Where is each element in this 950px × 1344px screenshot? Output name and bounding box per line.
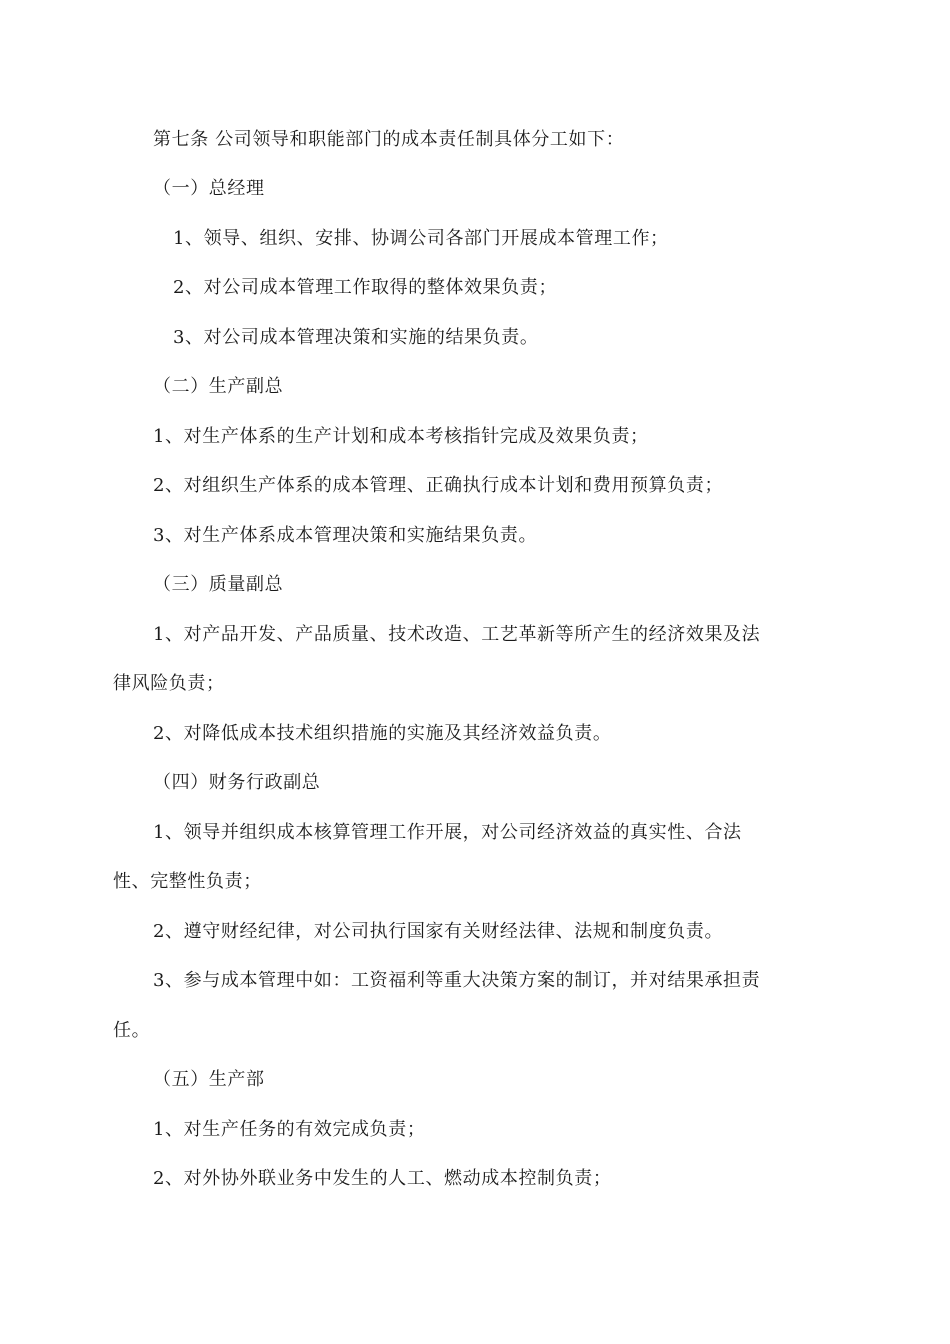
section-heading-general-manager: （一）总经理 (153, 178, 265, 199)
list-item-continuation: 任。 (113, 1020, 151, 1041)
list-item: 1、对生产体系的生产计划和成本考核指针完成及效果负责； (153, 426, 649, 447)
section-heading-finance-admin-vp: （四）财务行政副总 (153, 772, 321, 793)
list-item: 1、对产品开发、产品质量、技术改造、工艺革新等所产生的经济效果及法 (153, 624, 761, 645)
list-item: 2、对组织生产体系的成本管理、正确执行成本计划和费用预算负责； (153, 475, 724, 496)
list-item: 1、领导并组织成本核算管理工作开展，对公司经济效益的真实性、合法 (153, 822, 742, 843)
section-heading-production-dept: （五）生产部 (153, 1069, 265, 1090)
list-item: 2、对降低成本技术组织措施的实施及其经济效益负责。 (153, 723, 612, 744)
list-item: 2、遵守财经纪律，对公司执行国家有关财经法律、法规和制度负责。 (153, 921, 724, 942)
list-item-continuation: 律风险负责； (113, 673, 225, 694)
list-item: 3、参与成本管理中如：工资福利等重大决策方案的制订，并对结果承担责 (153, 970, 761, 991)
list-item-continuation: 性、完整性负责； (113, 871, 262, 892)
list-item: 1、领导、组织、安排、协调公司各部门开展成本管理工作； (173, 228, 669, 249)
section-heading-quality-vp: （三）质量副总 (153, 574, 284, 595)
list-item: 1、对生产任务的有效完成负责； (153, 1119, 426, 1140)
list-item: 2、对公司成本管理工作取得的整体效果负责； (173, 277, 558, 298)
article-heading: 第七条 公司领导和职能部门的成本责任制具体分工如下： (153, 129, 625, 150)
list-item: 2、对外协外联业务中发生的人工、燃动成本控制负责； (153, 1168, 612, 1189)
list-item: 3、对生产体系成本管理决策和实施结果负责。 (153, 525, 538, 546)
section-heading-production-vp: （二）生产副总 (153, 376, 284, 397)
list-item: 3、对公司成本管理决策和实施的结果负责。 (173, 327, 539, 348)
